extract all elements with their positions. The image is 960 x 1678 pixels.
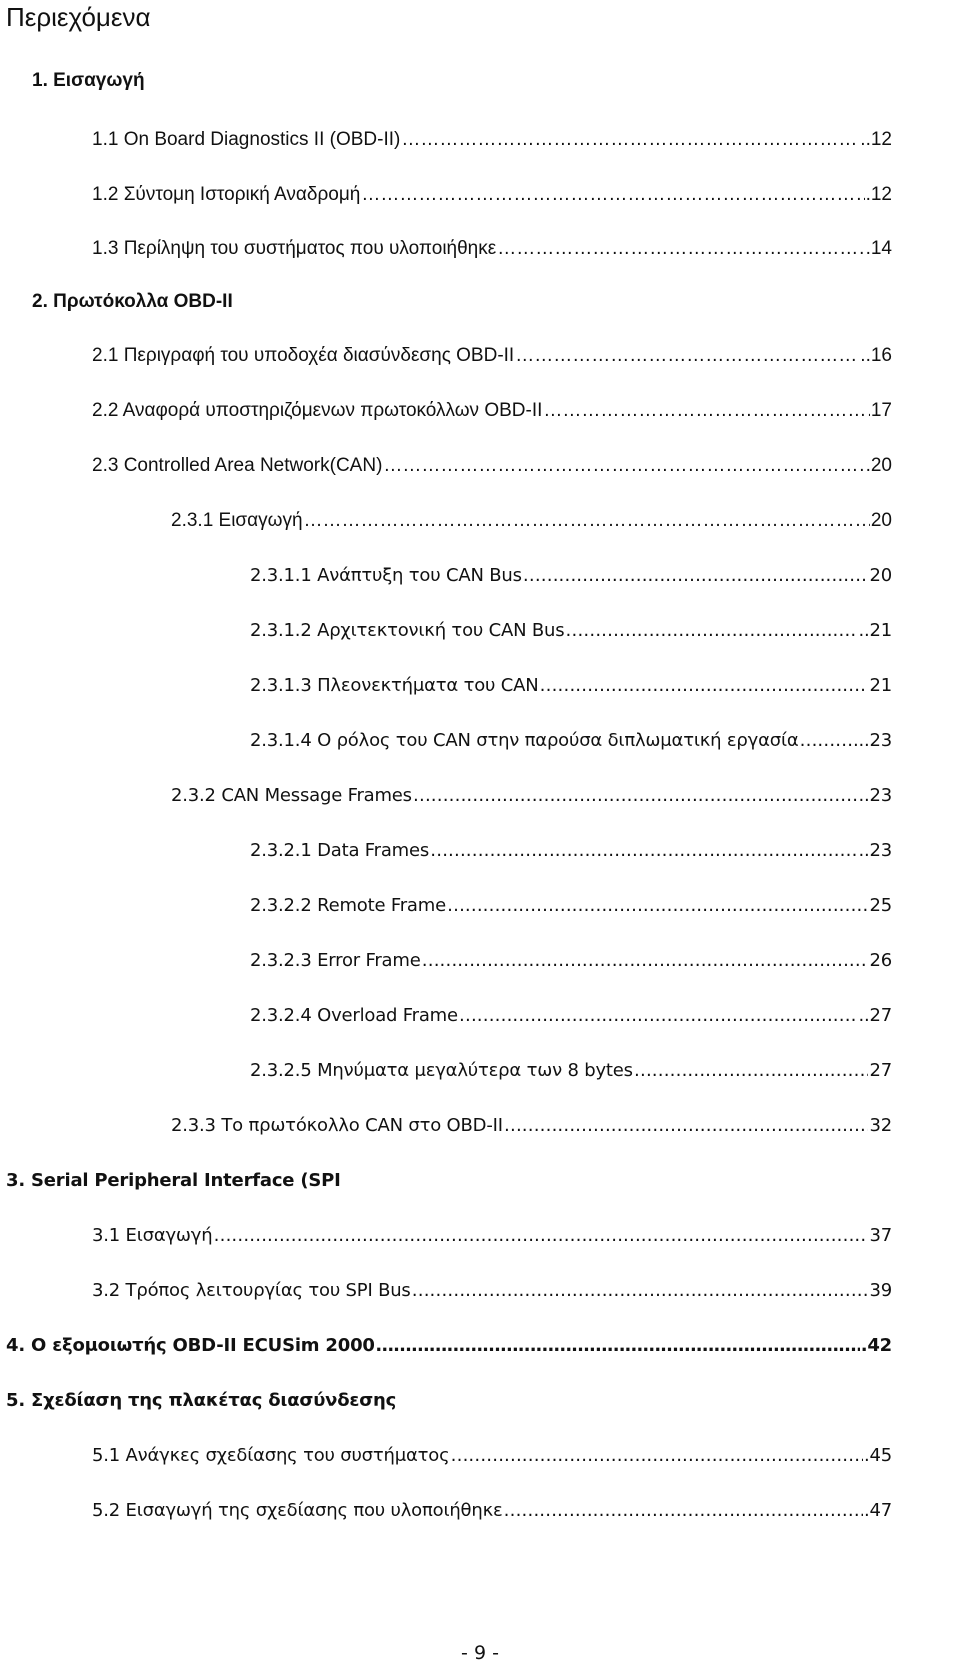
toc-page-number: .14	[865, 238, 892, 259]
toc-entry-label: 2.3.1.1 Ανάπτυξη του CAN Bus	[250, 565, 522, 586]
toc-page-number: ..27	[858, 1005, 892, 1026]
toc-entry-label: 2.3 Controlled Area Network(CAN)	[92, 455, 383, 476]
toc-leader-dots	[376, 1333, 860, 1359]
toc-leader-dots	[634, 1058, 869, 1084]
toc-leader-dots	[213, 1223, 868, 1249]
toc-entry-label: 2.3.1 Εισαγωγή	[171, 510, 303, 531]
toc-page-number: ..21	[858, 620, 892, 641]
toc-page-number: 21	[869, 675, 892, 696]
toc-entry-label: 3.1 Εισαγωγή	[92, 1225, 213, 1246]
toc-heading-1: 1. Εισαγωγή	[32, 70, 145, 91]
toc-leader-dots	[565, 618, 857, 644]
toc-entry-1-3[interactable]	[92, 236, 892, 262]
toc-entry-label: 2.3.1.2 Αρχιτεκτονική του CAN Bus	[250, 620, 565, 641]
toc-entry-2-2[interactable]	[92, 398, 892, 424]
toc-entry-2-3-3[interactable]	[171, 1113, 892, 1139]
toc-leader-dots	[459, 1003, 858, 1029]
toc-entry-2-3[interactable]	[92, 453, 892, 479]
toc-leader-dots	[450, 1443, 863, 1469]
toc-entry-2-3-2-3[interactable]	[250, 948, 892, 974]
toc-page-number: .20	[865, 455, 892, 476]
toc-leader-dots	[412, 1278, 869, 1304]
toc-leader-dots	[540, 673, 869, 699]
toc-entry-2-3-1-4[interactable]	[250, 728, 892, 754]
toc-page-number: ..16	[860, 345, 892, 366]
toc-heading-5: 5. Σχεδίαση της πλακέτας διασύνδεσης	[6, 1390, 397, 1411]
toc-entry-label: 4. Ο εξομοιωτής OBD-II ECUSim 2000	[6, 1335, 375, 1356]
toc-heading-3: 3. Serial Peripheral Interface (SPI	[6, 1170, 341, 1191]
toc-leader-dots	[413, 783, 858, 809]
toc-entry-label: 2.3.1.3 Πλεονεκτήματα του CAN	[250, 675, 539, 696]
toc-page-number: 37	[869, 1225, 892, 1246]
toc-entry-label: 1.1 On Board Diagnostics II (OBD-II)	[92, 129, 401, 150]
toc-entry-1-1[interactable]	[92, 127, 892, 153]
toc-entry-label: 2.3.3 Το πρωτόκολλο CAN στο OBD-II	[171, 1115, 503, 1136]
toc-entry-label: 2.3.1.4 Ο ρόλος του CAN στην παρούσα διπλωματική εργασία	[250, 730, 799, 751]
toc-entry-5-2[interactable]	[92, 1498, 892, 1524]
toc-leader-dots	[523, 563, 869, 589]
toc-entry-3-1[interactable]	[92, 1223, 892, 1249]
toc-entry-label: 2.3.2 CAN Message Frames	[171, 785, 412, 806]
toc-entry-2-3-1-3[interactable]	[250, 673, 892, 699]
toc-entry-label: 2.1 Περιγραφή του υποδοχέα διασύνδεσης OBD-II	[92, 345, 515, 366]
toc-leader-dots	[304, 508, 870, 534]
toc-entry-label: 2.2 Αναφορά υποστηριζόμενων πρωτοκόλλων OBD-II	[92, 400, 543, 421]
toc-entry-2-3-2-2[interactable]	[250, 893, 892, 919]
toc-entry-label: 3.2 Τρόπος λειτουργίας του SPI Bus	[92, 1280, 411, 1301]
toc-entry-label: 2.3.2.1 Data Frames	[250, 840, 430, 861]
toc-leader-dots	[430, 838, 857, 864]
toc-entry-2-3-2-5[interactable]	[250, 1058, 892, 1084]
toc-entry-5-1[interactable]	[92, 1443, 892, 1469]
toc-title: Περιεχόμενα	[6, 2, 151, 32]
toc-entry-label: 2.3.2.3 Error Frame	[250, 950, 421, 971]
toc-entry-2-3-1-2[interactable]	[250, 618, 892, 644]
toc-entry-2-3-2[interactable]	[171, 783, 892, 809]
toc-page-number: .47	[863, 1500, 892, 1521]
toc-entry-label: 2.3.2.2 Remote Frame	[250, 895, 446, 916]
toc-entry-2-3-1[interactable]	[171, 508, 892, 534]
toc-entry-2-3-1-1[interactable]	[250, 563, 892, 589]
toc-leader-dots	[422, 948, 869, 974]
toc-entry-1-2[interactable]	[92, 182, 892, 208]
toc-page-number: 25	[869, 895, 892, 916]
toc-entry-3-2[interactable]	[92, 1278, 892, 1304]
page-number: - 9 -	[461, 1642, 499, 1664]
toc-entry-2-3-2-1[interactable]	[250, 838, 892, 864]
toc-page-number: .45	[863, 1445, 892, 1466]
toc-leader-dots	[361, 182, 864, 208]
toc-entry-2-1[interactable]	[92, 343, 892, 369]
toc-entry-2-3-2-4[interactable]	[250, 1003, 892, 1029]
toc-entry-label: 2.3.2.5 Μηνύματα μεγαλύτερα των 8 bytes	[250, 1060, 633, 1081]
toc-page-number: 26	[869, 950, 892, 971]
toc-leader-dots	[401, 127, 859, 153]
toc-page-number: ..23	[858, 730, 892, 751]
toc-page-number: .42	[860, 1335, 892, 1356]
toc-leader-dots	[504, 1113, 869, 1139]
toc-page-number: 32	[869, 1115, 892, 1136]
toc-page-number: 17	[870, 400, 892, 421]
toc-entry-label: 2.3.2.4 Overload Frame	[250, 1005, 458, 1026]
toc-leader-dots	[515, 343, 859, 369]
toc-page-number: 39	[869, 1280, 892, 1301]
toc-entry-label: 1.3 Περίληψη του συστήματος που υλοποιήθηκε	[92, 238, 497, 259]
toc-leader-dots	[447, 893, 869, 919]
toc-page-number: ..23	[858, 840, 892, 861]
toc-page-number: 20	[869, 565, 892, 586]
toc-page-number: ..23	[858, 785, 892, 806]
toc-page-number: .12	[865, 184, 892, 205]
toc-heading-2: 2. Πρωτόκολλα OBD-II	[32, 291, 233, 312]
toc-page-number: 27	[869, 1060, 892, 1081]
toc-leader-dots	[497, 236, 864, 262]
toc-leader-dots	[383, 453, 864, 479]
toc-page-number: ..12	[860, 129, 892, 150]
toc-leader-dots	[800, 728, 858, 754]
toc-leader-dots	[543, 398, 869, 424]
toc-page-number: 20	[870, 510, 892, 531]
toc-entry-label: 1.2 Σύντομη Ιστορική Αναδρομή	[92, 184, 361, 205]
toc-entry-4[interactable]	[6, 1333, 892, 1359]
toc-leader-dots	[504, 1498, 863, 1524]
toc-entry-label: 5.1 Ανάγκες σχεδίασης του συστήματος	[92, 1445, 450, 1466]
toc-entry-label: 5.2 Εισαγωγή της σχεδίασης που υλοποιήθηκε	[92, 1500, 503, 1521]
